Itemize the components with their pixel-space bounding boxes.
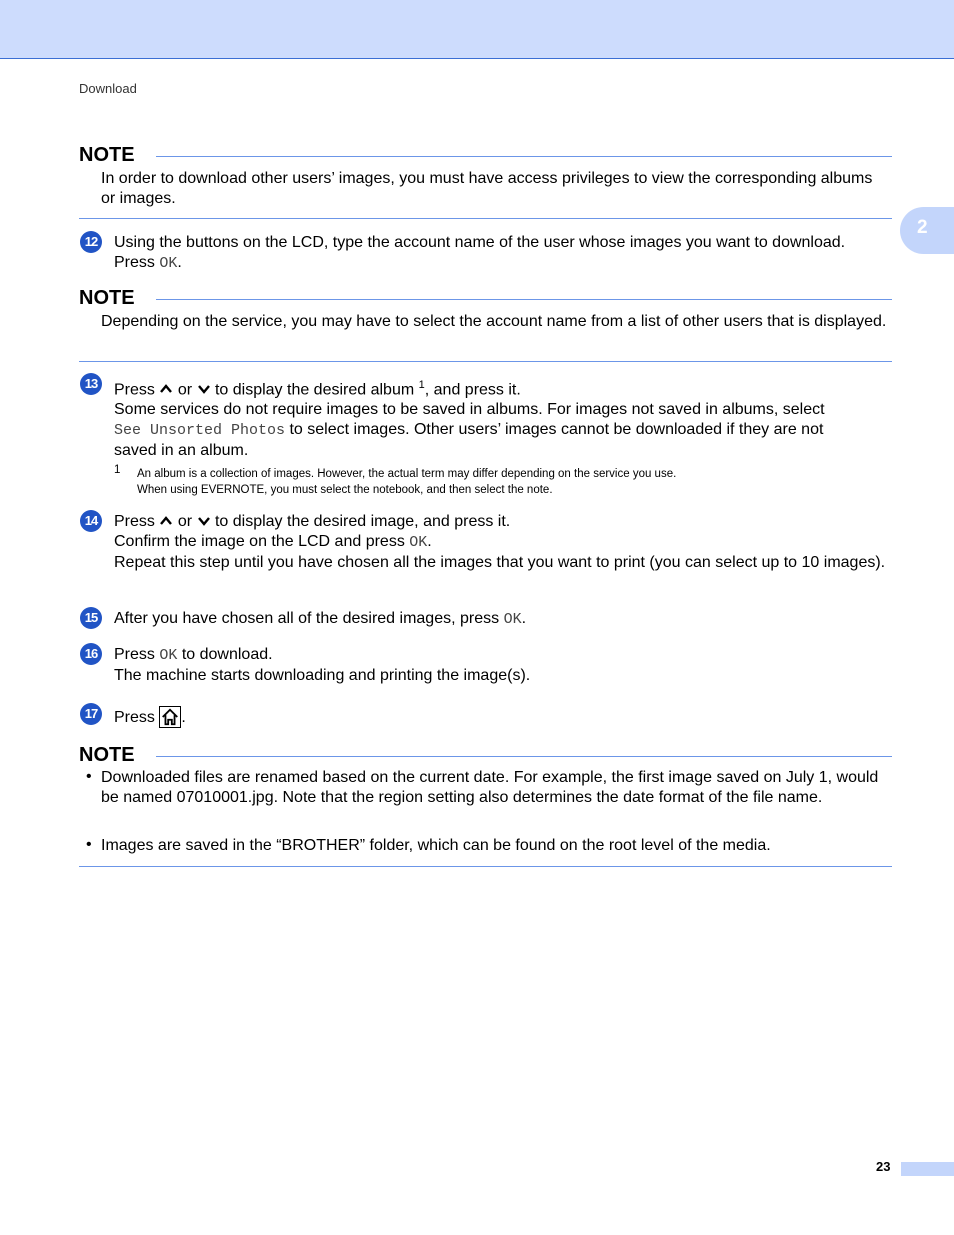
step-16-text	[114, 645, 899, 686]
step-13-text	[114, 375, 904, 461]
step-15-text	[114, 609, 899, 630]
step-14-line2: Confirm the image on the LCD and press	[114, 533, 405, 550]
step-15-line: After you have chosen all of the desired images, press	[114, 610, 500, 627]
chapter-tab	[900, 207, 954, 254]
note-title: NOTE	[79, 144, 135, 166]
step-14-rest: to display the desired image, and press it.	[214, 513, 511, 530]
note-heading	[79, 744, 892, 768]
step-12-text	[114, 233, 904, 274]
note-bullet-item: Images are saved in the “BROTHER” folder, which can be found on the root level of the media.	[101, 837, 771, 854]
section-title: Download	[79, 81, 137, 96]
chevron-down-icon	[197, 382, 211, 396]
step-13-icon: 13	[80, 373, 102, 395]
step-14-text	[114, 512, 899, 573]
note-end-rule	[79, 218, 892, 219]
home-icon	[159, 706, 181, 728]
header-band	[0, 0, 954, 59]
note-title: NOTE	[79, 744, 135, 766]
step-13-line3: to select images. Other users’ images cannot be downloaded if they are not	[289, 421, 824, 439]
page-number: 23	[876, 1159, 891, 1174]
ok-button-label: OK	[503, 611, 522, 628]
step-14-line3: Repeat this step until you have chosen all the images that you want to print (you can select up to 10 images).	[114, 554, 886, 571]
note-text: Depending on the service, you may have to select the account name from a list of other users that is displayed.	[101, 313, 887, 330]
step-14-icon: 14	[80, 510, 102, 532]
step-17-press: Press	[114, 709, 155, 726]
step-16-rest: to download.	[181, 646, 273, 663]
step-16-line2: The machine starts downloading and printing the image(s).	[114, 667, 531, 684]
or-text: or	[177, 381, 193, 399]
step-13-rest: to display the desired album	[214, 381, 415, 399]
page-tab	[901, 1162, 954, 1176]
step-12-line1: Using the buttons on the LCD, type the account name of the user whose images you want to download.	[114, 234, 846, 251]
note-rule	[156, 756, 892, 757]
see-unsorted-photos-label: See Unsorted Photos	[114, 422, 286, 440]
step-15-icon: 15	[80, 607, 102, 629]
footnote-line1: An album is a collection of images. However, the actual term may differ depending on the service you use.	[137, 468, 677, 480]
note-end-rule	[79, 866, 892, 867]
step-12-icon: 12	[80, 231, 102, 253]
footnote-ref: 1	[418, 379, 425, 391]
note-rule	[156, 156, 892, 157]
bullet-dot: •	[86, 768, 92, 785]
step-16-press: Press	[114, 646, 155, 663]
step-13-line2: Some services do not require images to be saved in albums. For images not saved in albums, select	[114, 401, 825, 419]
footnote-text	[137, 466, 897, 498]
note-text: In order to download other users’ images, you must have access privileges to view the corresponding albums or images.	[101, 170, 873, 207]
ok-button-label: OK	[409, 534, 428, 551]
step-12-press: Press	[114, 254, 155, 271]
note-heading	[79, 144, 892, 168]
ok-button-label: OK	[159, 647, 178, 664]
note-title: NOTE	[79, 287, 135, 309]
period: .	[521, 610, 527, 627]
period: .	[427, 533, 432, 550]
chevron-up-icon	[159, 514, 173, 528]
footnote-mark: 1	[114, 464, 121, 476]
step-13-after: , and press it.	[424, 381, 521, 399]
step-14-press: Press	[114, 513, 155, 530]
step-17-icon: 17	[80, 703, 102, 725]
step-17-text	[114, 706, 186, 728]
note-heading	[79, 287, 892, 311]
bullet-dot: •	[86, 836, 92, 853]
chevron-down-icon	[197, 514, 211, 528]
or-text: or	[177, 513, 193, 530]
chapter-number: 2	[917, 217, 928, 238]
step-16-icon: 16	[80, 643, 102, 665]
step-13-line4: saved in an album.	[114, 442, 249, 460]
period: .	[181, 709, 186, 726]
note-rule	[156, 299, 892, 300]
note-bullet-item: Downloaded files are renamed based on the current date. For example, the first image saved on July 1, would be named 07010001.jpg. Note that the region setting also determines the date format of the file name.	[101, 769, 879, 806]
note-end-rule	[79, 361, 892, 362]
ok-button-label: OK	[159, 255, 178, 272]
footnote-line2: When using EVERNOTE, you must select the notebook, and then select the note.	[137, 484, 553, 496]
chevron-up-icon	[159, 382, 173, 396]
step-13-press: Press	[114, 381, 155, 399]
period: .	[177, 254, 182, 271]
